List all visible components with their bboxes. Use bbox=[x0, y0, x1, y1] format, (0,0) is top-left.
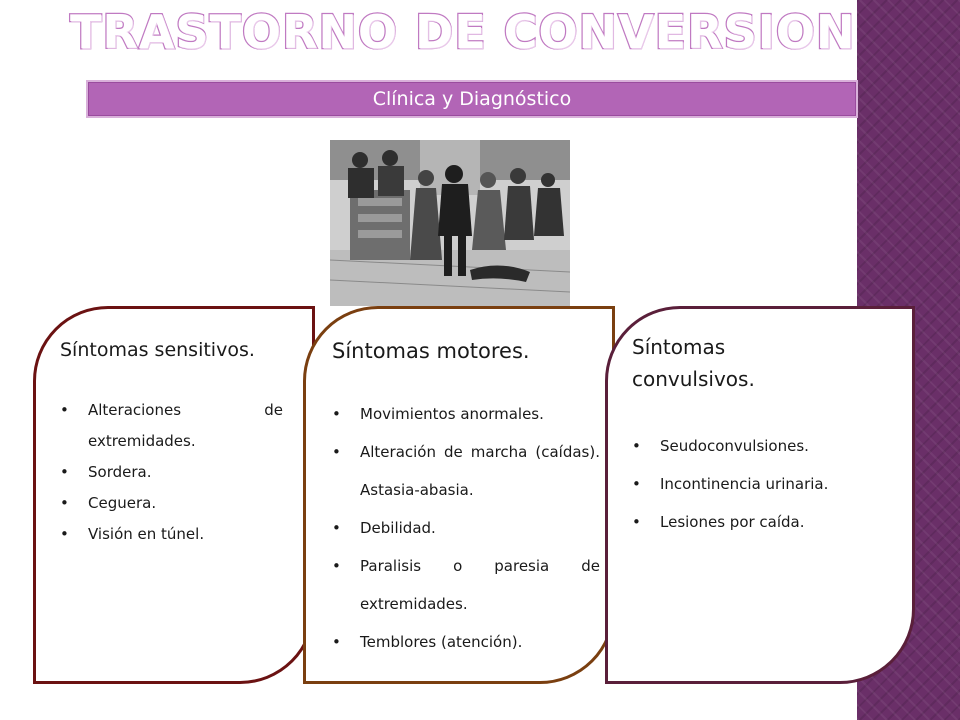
card-heading: Síntomas sensitivos. bbox=[60, 339, 255, 361]
list-item: • Temblores (atención). bbox=[360, 623, 600, 661]
list-item: • Incontinencia urinaria. bbox=[660, 465, 900, 503]
list-item: • Alteración de marcha (caídas). Astasia-abasia. bbox=[360, 433, 600, 509]
list-item: • Paralisis o paresia de extremidades. bbox=[360, 547, 600, 623]
card-convulsive-symptoms bbox=[605, 306, 915, 684]
list-item: • Seudoconvulsiones. bbox=[660, 427, 900, 465]
list-item: • Visión en túnel. bbox=[88, 519, 283, 550]
list-item: • Ceguera. bbox=[88, 488, 283, 519]
card-motor-symptoms bbox=[303, 306, 615, 684]
card-heading: Síntomas motores. bbox=[332, 339, 530, 363]
slide-title: TRASTORNO DE CONVERSION bbox=[70, 5, 856, 59]
symptom-list bbox=[360, 395, 600, 661]
list-item: • Alteraciones de extremidades. bbox=[88, 395, 283, 457]
list-item: • Debilidad. bbox=[360, 509, 600, 547]
list-item: • Lesiones por caída. bbox=[660, 503, 900, 541]
list-item: • Movimientos anormales. bbox=[360, 395, 600, 433]
card-heading: Síntomas convulsivos. bbox=[632, 335, 755, 391]
symptom-list bbox=[660, 427, 900, 541]
list-item: • Sordera. bbox=[88, 457, 283, 488]
symptom-list bbox=[88, 395, 283, 550]
card-sensory-symptoms bbox=[33, 306, 315, 684]
historical-engraving-image bbox=[330, 140, 570, 306]
slide-subtitle: Clínica y Diagnóstico bbox=[372, 88, 572, 110]
